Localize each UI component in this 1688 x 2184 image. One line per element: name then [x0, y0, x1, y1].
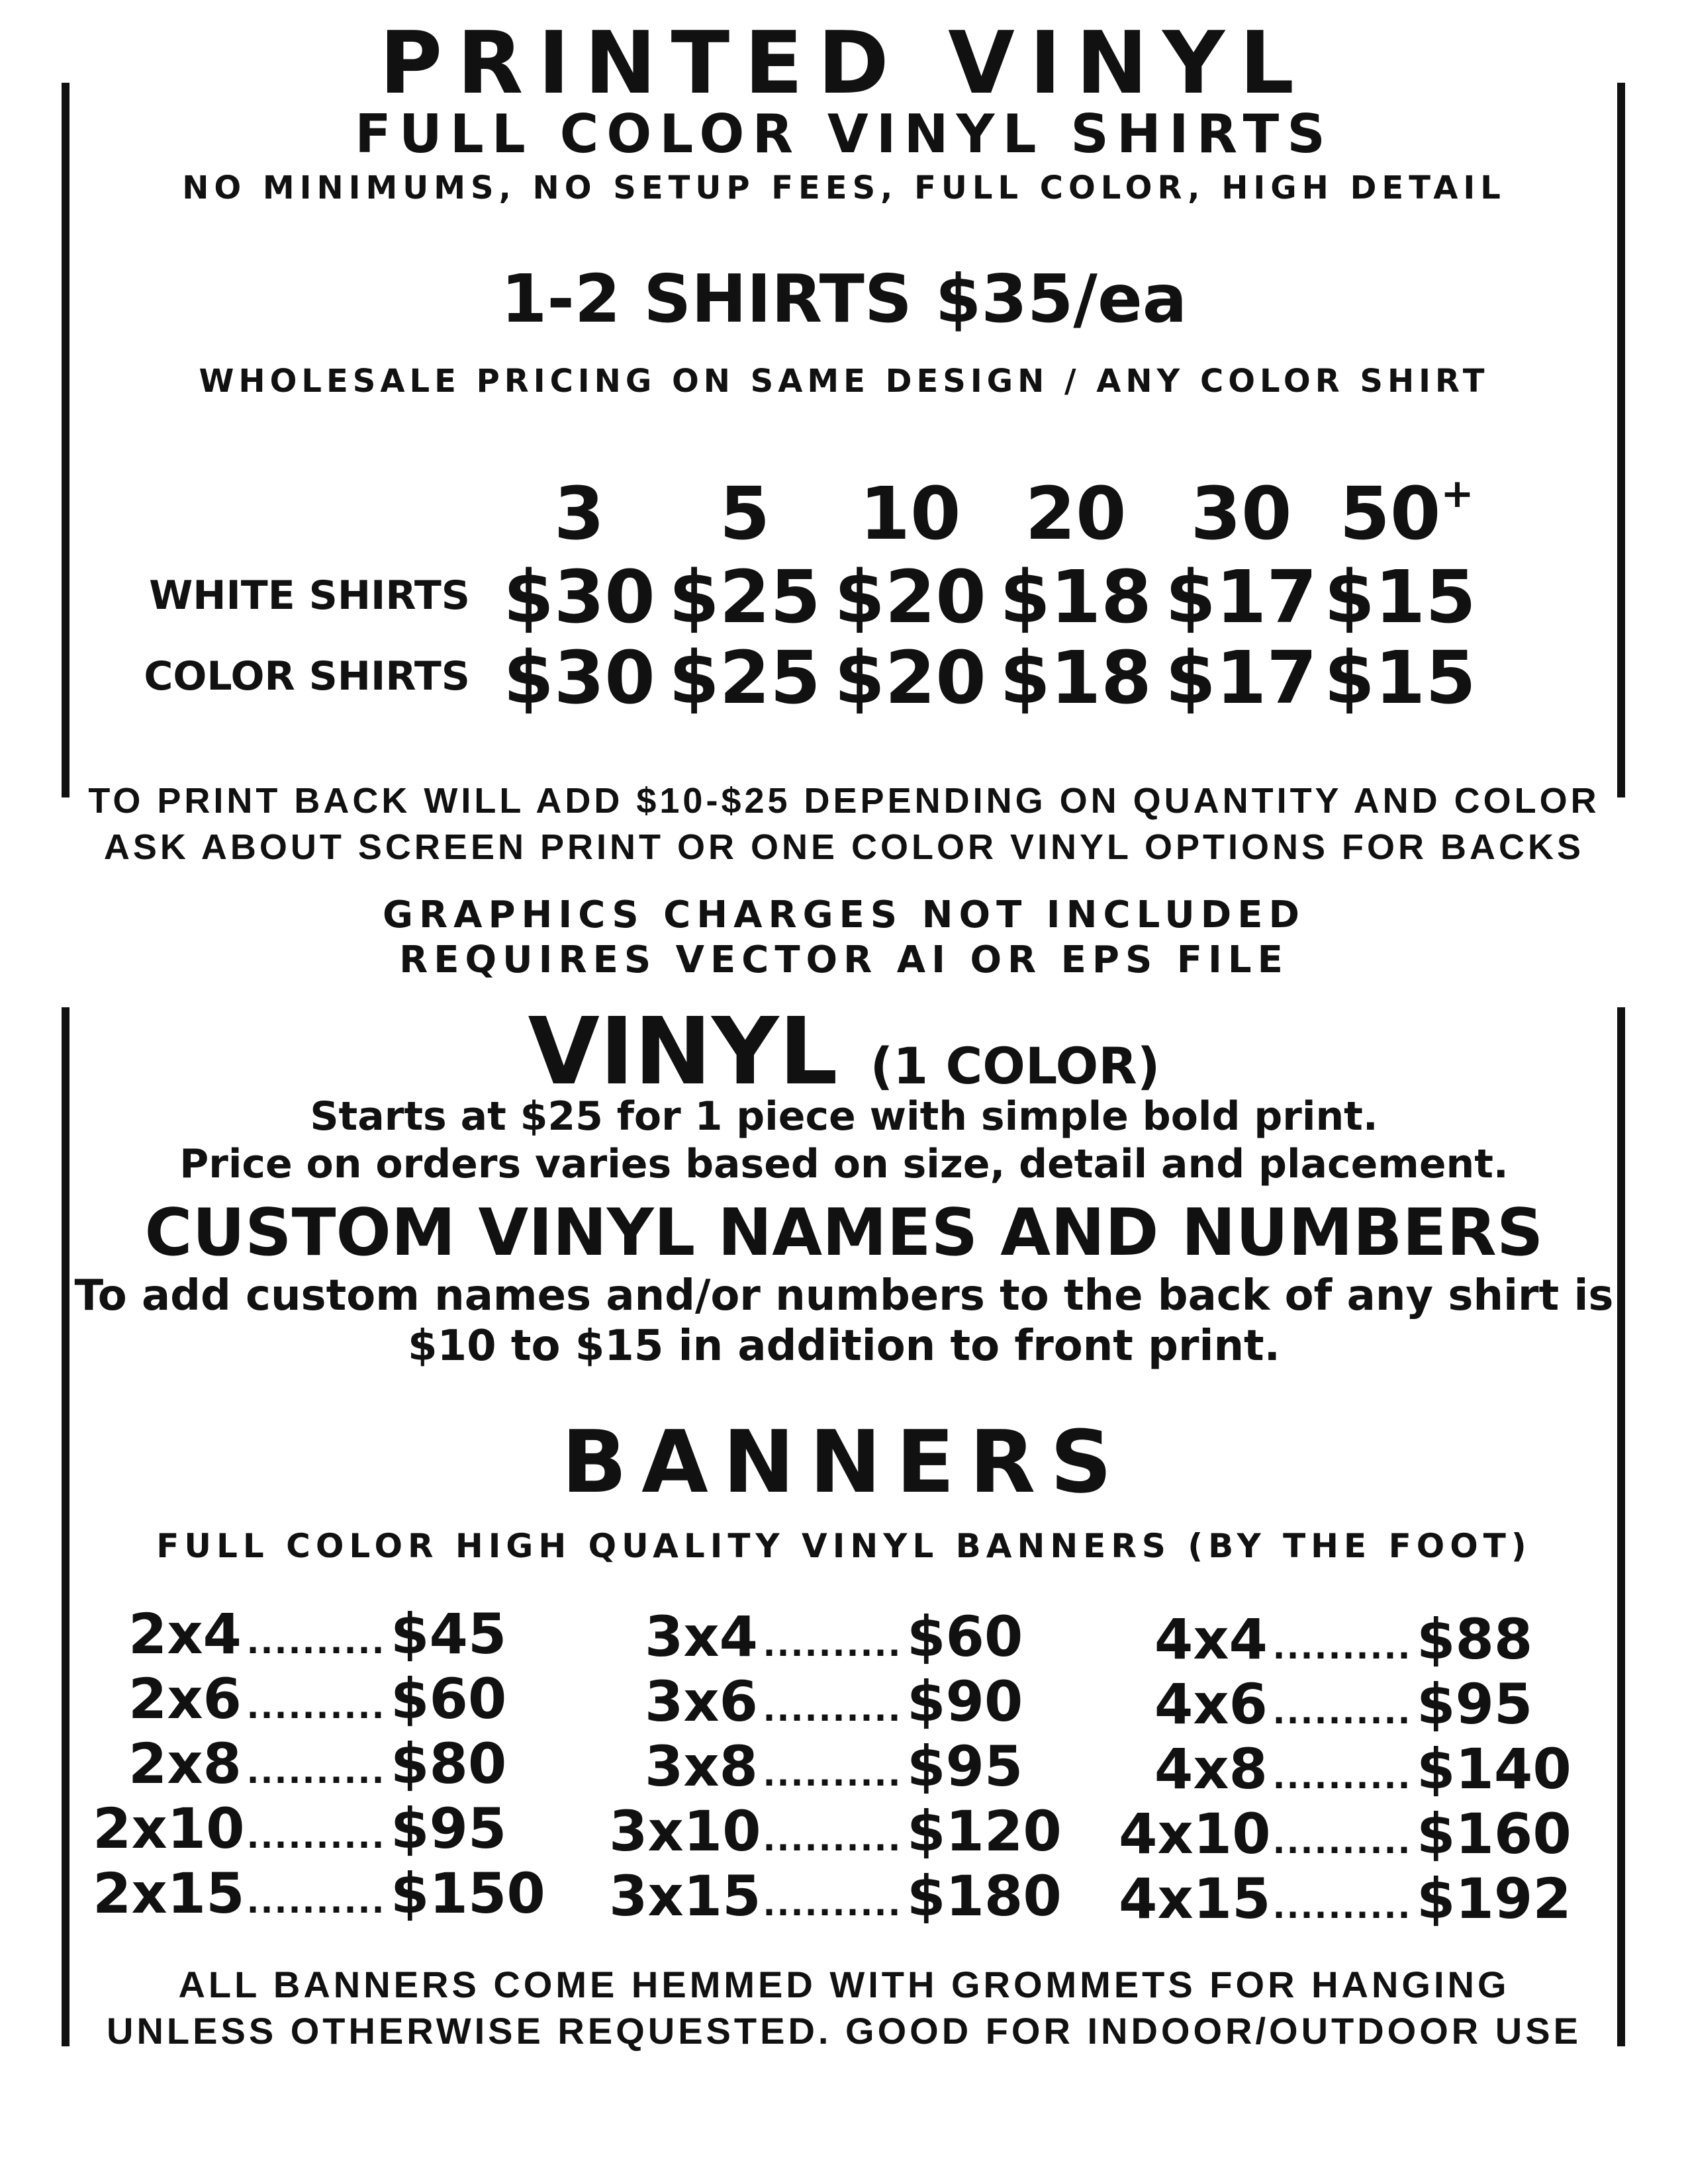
banner-price: $192	[1417, 1866, 1571, 1931]
vinyl-line-1: Starts at $25 for 1 piece with simple bold print.	[310, 1093, 1378, 1140]
price-cell: $30	[503, 555, 655, 639]
graphics-note-1: GRAPHICS CHARGES NOT INCLUDED	[383, 893, 1305, 936]
banner-size: 2x15	[93, 1861, 245, 1926]
small-order-price: 1-2 SHIRTS $35/ea	[500, 260, 1188, 338]
banner-price-item	[1119, 1737, 1571, 1801]
qty-header: 30	[1190, 471, 1292, 556]
leader-dots: ..........	[763, 1625, 902, 1664]
banner-size: 4x10	[1119, 1801, 1271, 1866]
leader-dots: ..........	[1272, 1758, 1412, 1796]
banner-price: $60	[391, 1666, 507, 1731]
price-cell: $20	[834, 555, 986, 639]
banner-size: 4x4	[1154, 1607, 1268, 1672]
banner-column-4ft	[1119, 1607, 1571, 1931]
custom-heading: CUSTOM VINYL NAMES AND NUMBERS	[144, 1195, 1544, 1271]
price-cell: $17	[1165, 555, 1317, 639]
qty-header: 3	[553, 471, 605, 556]
leader-dots: ..........	[763, 1885, 902, 1923]
leader-dots: ..........	[763, 1690, 902, 1729]
page-subtitle: FULL COLOR VINYL SHIRTS	[355, 103, 1333, 165]
back-print-note-1: TO PRINT BACK WILL ADD $10-$25 DEPENDING ON QUANTITY AND COLOR	[88, 781, 1600, 821]
banner-price-item	[609, 1669, 1062, 1734]
qty-plus-suffix: +	[1440, 471, 1474, 517]
banner-size: 3x10	[609, 1799, 761, 1864]
banner-size: 3x6	[644, 1669, 758, 1734]
leader-dots: ..........	[246, 1688, 386, 1726]
leader-dots: ..........	[1272, 1823, 1412, 1861]
banner-price-item	[609, 1734, 1062, 1799]
qty-header-last	[1324, 471, 1489, 556]
banner-price: $95	[391, 1796, 507, 1861]
price-cell: $20	[834, 635, 986, 720]
back-print-note-2: ASK ABOUT SCREEN PRINT OR ONE COLOR VINYL OPTIONS FOR BACKS	[103, 827, 1585, 867]
banner-size: 4x8	[1154, 1737, 1268, 1801]
banner-size: 4x15	[1119, 1866, 1271, 1931]
banner-price: $180	[907, 1864, 1062, 1929]
banner-price-item	[609, 1864, 1062, 1929]
banner-price: $88	[1417, 1607, 1533, 1672]
vinyl-heading-note: (1 COLOR)	[870, 1036, 1160, 1095]
banner-price: $60	[907, 1604, 1023, 1669]
row-label-color: COLOR SHIRTS	[144, 653, 470, 700]
banner-price: $120	[907, 1799, 1062, 1864]
price-cell: $18	[1000, 555, 1152, 639]
banner-price-item	[93, 1602, 545, 1666]
leader-dots: ..........	[1272, 1693, 1412, 1731]
price-cell: $18	[1000, 635, 1152, 720]
price-cell: $25	[669, 635, 821, 720]
leader-dots: ..........	[1272, 1628, 1412, 1666]
leader-dots: ..........	[763, 1820, 902, 1858]
banner-size: 2x10	[93, 1796, 245, 1861]
banner-size: 2x4	[128, 1602, 242, 1666]
banner-price-item	[1119, 1672, 1571, 1737]
banner-price: $140	[1417, 1737, 1571, 1801]
banner-size: 3x15	[609, 1864, 761, 1929]
qty-header: 5	[719, 471, 771, 556]
banner-price: $90	[907, 1669, 1023, 1734]
qty-header-value: 50	[1339, 471, 1441, 556]
banner-price: $80	[391, 1731, 507, 1796]
banners-subheading: FULL COLOR HIGH QUALITY VINYL BANNERS (BY THE FOOT)	[156, 1527, 1532, 1565]
banner-column-3ft	[609, 1604, 1062, 1929]
qty-header: 10	[859, 471, 961, 556]
price-cell: $25	[669, 555, 821, 639]
banner-price-item	[93, 1861, 545, 1926]
graphics-note-2: REQUIRES VECTOR AI OR EPS FILE	[399, 938, 1289, 981]
qty-header: 20	[1025, 471, 1127, 556]
banner-size: 3x4	[644, 1604, 758, 1669]
banner-price: $160	[1417, 1801, 1571, 1866]
price-cell: $30	[503, 635, 655, 720]
banner-price: $150	[391, 1861, 545, 1926]
banner-price-item	[1119, 1801, 1571, 1866]
tagline: NO MINIMUMS, NO SETUP FEES, FULL COLOR, HIGH DETAIL	[182, 169, 1506, 206]
leader-dots: ..........	[246, 1882, 386, 1921]
banner-size: 4x6	[1154, 1672, 1268, 1737]
banner-price: $95	[907, 1734, 1023, 1799]
page-title: PRINTED VINYL	[379, 13, 1309, 113]
banner-size: 2x8	[128, 1731, 242, 1796]
custom-line-1: To add custom names and/or numbers to the back of any shirt is	[74, 1271, 1614, 1320]
price-cell: $15	[1324, 555, 1476, 639]
banner-price-item	[609, 1604, 1062, 1669]
banner-size: 3x8	[644, 1734, 758, 1799]
leader-dots: ..........	[246, 1623, 386, 1661]
wholesale-note: WHOLESALE PRICING ON SAME DESIGN / ANY COLOR SHIRT	[199, 363, 1489, 400]
banner-price-item	[93, 1666, 545, 1731]
price-cell: $17	[1165, 635, 1317, 720]
vinyl-line-2: Price on orders varies based on size, detail and placement.	[179, 1141, 1509, 1187]
leader-dots: ..........	[763, 1755, 902, 1794]
leader-dots: ..........	[246, 1817, 386, 1856]
banner-price-item	[93, 1731, 545, 1796]
banners-heading: BANNERS	[561, 1412, 1127, 1512]
banner-price-item	[1119, 1607, 1571, 1672]
banner-price: $45	[391, 1602, 507, 1666]
banners-footer-1: ALL BANNERS COME HEMMED WITH GROMMETS FOR HANGING	[178, 1964, 1510, 2005]
banner-price-item	[1119, 1866, 1571, 1931]
price-cell: $15	[1324, 635, 1476, 720]
banner-column-2ft	[93, 1602, 545, 1926]
banner-size: 2x6	[128, 1666, 242, 1731]
banner-price-item	[609, 1799, 1062, 1864]
leader-dots: ..........	[246, 1752, 386, 1791]
banner-price: $95	[1417, 1672, 1533, 1737]
vinyl-heading-text: VINYL	[528, 998, 838, 1106]
banner-price-item	[93, 1796, 545, 1861]
row-label-white: WHITE SHIRTS	[149, 572, 470, 619]
custom-line-2: $10 to $15 in addition to front print.	[408, 1322, 1280, 1371]
banners-footer-2: UNLESS OTHERWISE REQUESTED. GOOD FOR INDOOR/OUTDOOR USE	[107, 2010, 1581, 2052]
leader-dots: ..........	[1272, 1888, 1412, 1926]
